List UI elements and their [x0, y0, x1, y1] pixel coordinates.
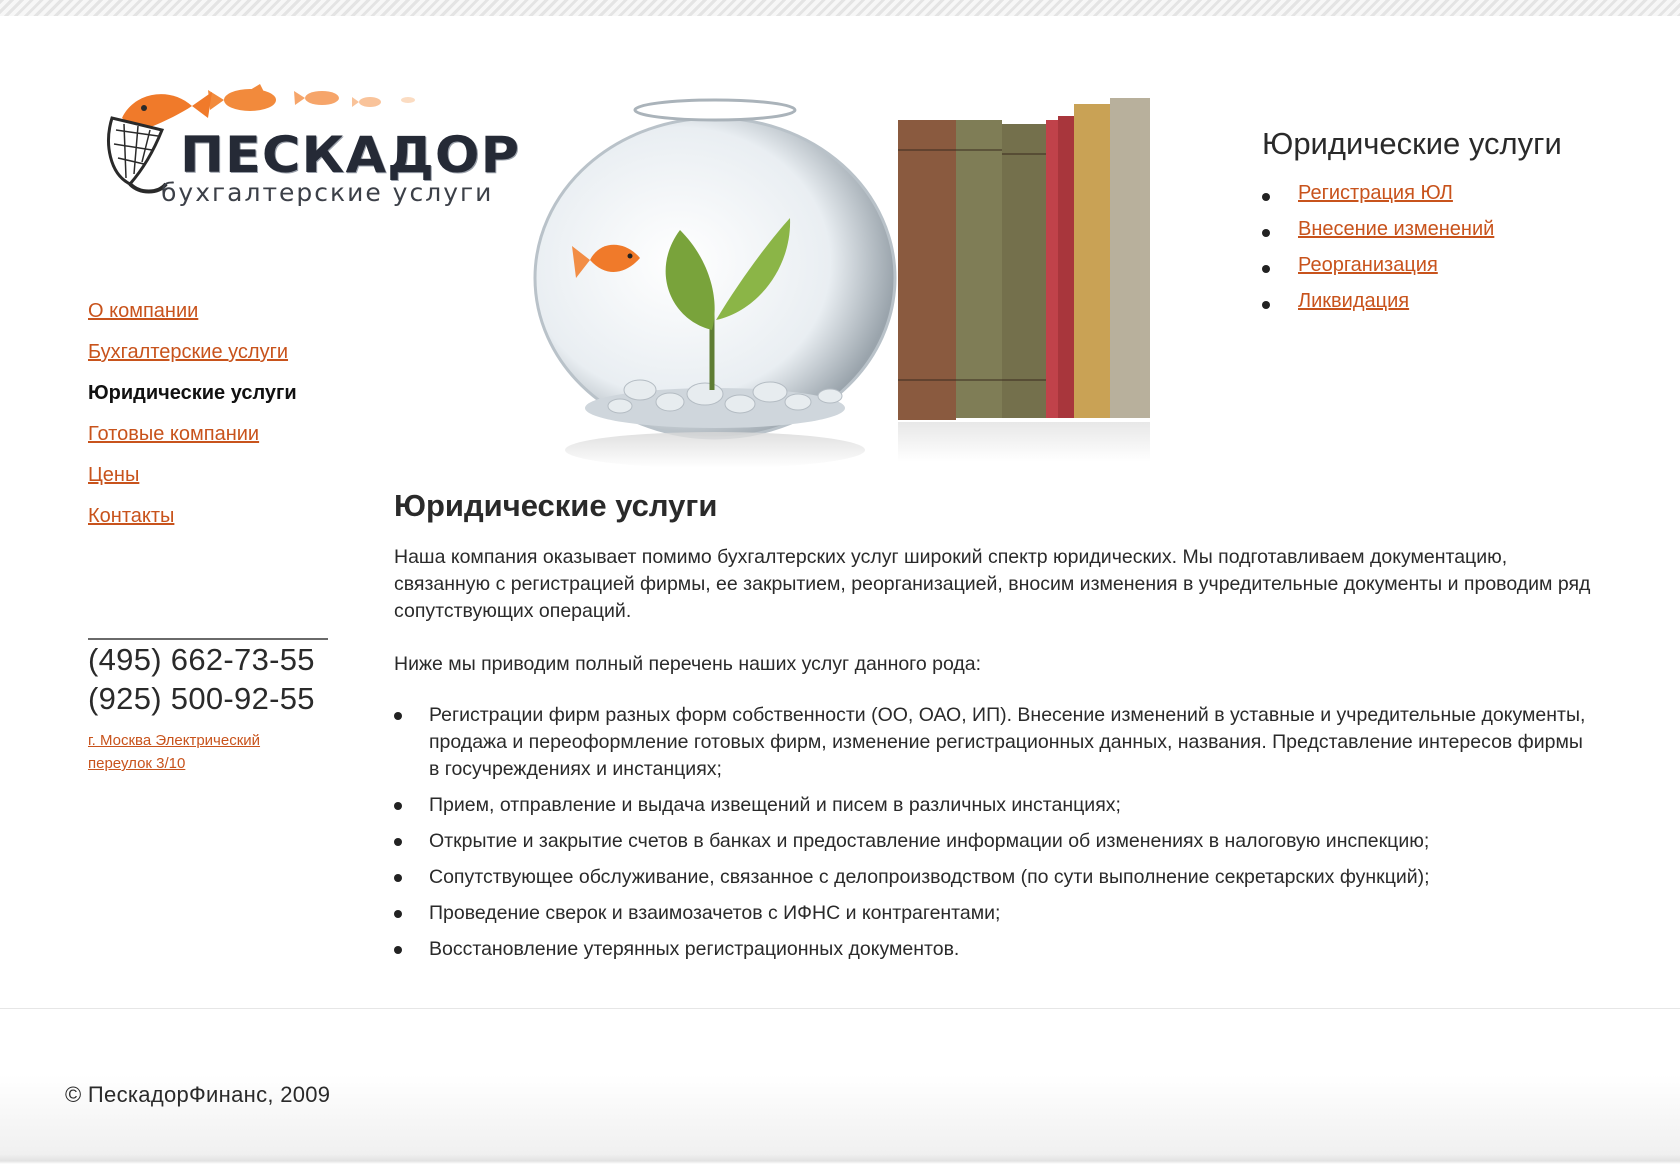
nav-link-legal-active: Юридические услуги	[88, 382, 297, 404]
list-item: Регистрации фирм разных форм собственности (ОО, ОАО, ИП). Внесение изменений в уставные и учредительные документы, продажа и переоформление готовых фирм, изменение регистрационных данных, названия. Представление интересов фирмы в госучреждениях и инстанциях;	[394, 702, 1594, 783]
address-link[interactable]: г. Москва Электрический переулок 3/10	[88, 732, 261, 772]
main-nav	[88, 300, 297, 546]
side-link-changes[interactable]: Внесение изменений	[1298, 218, 1495, 240]
nav-item-prices[interactable]	[88, 464, 297, 505]
nav-link-accounting[interactable]: Бухгалтерские услуги	[88, 341, 289, 363]
nav-link-ready-companies[interactable]: Готовые компании	[88, 423, 260, 445]
phone-number-2: (925) 500-92-55	[88, 681, 315, 716]
side-links	[1262, 182, 1494, 326]
intro-paragraph: Наша компания оказывает помимо бухгалтерских услуг широкий спектр юридических. Мы подготавливаем документацию, связанную с регистрацией фирмы, ее закрытием, реорганизацией, вносим изменения в учредительные документы и проводим ряд сопутствующих операций.	[394, 546, 1591, 622]
list-item: Проведение сверок и взаимозачетов с ИФНС и контрагентами;	[394, 900, 1594, 927]
contact-divider	[88, 638, 328, 640]
side-link-registration[interactable]: Регистрация ЮЛ	[1298, 182, 1453, 204]
list-item: Сопутствующее обслуживание, связанное с делопроизводством (по сути выполнение секретарских функций);	[394, 864, 1594, 891]
logo[interactable]	[100, 84, 521, 214]
list-item: Прием, отправление и выдача извещений и писем в различных инстанциях;	[394, 792, 1594, 819]
banner-illustration	[530, 90, 1170, 470]
phone-number-1: (495) 662-73-55	[88, 642, 315, 677]
copyright: © ПескадорФинанс, 2009	[65, 1082, 331, 1107]
list-item: Восстановление утерянных регистрационных документов.	[394, 936, 1594, 963]
list-item: Открытие и закрытие счетов в банках и предоставление информации об изменениях в налоговую инспекцию;	[394, 828, 1594, 855]
main-content	[394, 488, 1594, 972]
nav-item-about[interactable]	[88, 300, 297, 341]
services-list	[394, 702, 1594, 963]
side-link-liquidation[interactable]: Ликвидация	[1298, 290, 1410, 312]
fishbowl-illustration	[535, 100, 895, 468]
top-stripe	[0, 0, 1680, 16]
nav-link-prices[interactable]: Цены	[88, 464, 140, 486]
side-item-liquidation	[1262, 290, 1494, 326]
logo-name: ПЕСКАДОР	[180, 126, 521, 184]
lead-paragraph: Ниже мы приводим полный перечень наших услуг данного рода:	[394, 653, 982, 675]
nav-link-contacts[interactable]: Контакты	[88, 505, 175, 527]
logo-tagline: бухгалтерские услуги	[161, 178, 494, 207]
books-illustration	[898, 98, 1150, 462]
nav-item-legal	[88, 382, 297, 423]
nav-item-ready-companies[interactable]	[88, 423, 297, 464]
page-title: Юридические услуги	[394, 488, 718, 523]
nav-link-about[interactable]: О компании	[88, 300, 199, 322]
side-item-changes	[1262, 218, 1494, 254]
side-title: Юридические услуги	[1262, 126, 1562, 161]
side-item-reorganization	[1262, 254, 1494, 290]
nav-item-contacts[interactable]	[88, 505, 297, 546]
side-item-registration	[1262, 182, 1494, 218]
nav-item-accounting[interactable]	[88, 341, 297, 382]
side-link-reorganization[interactable]: Реорганизация	[1298, 254, 1438, 276]
